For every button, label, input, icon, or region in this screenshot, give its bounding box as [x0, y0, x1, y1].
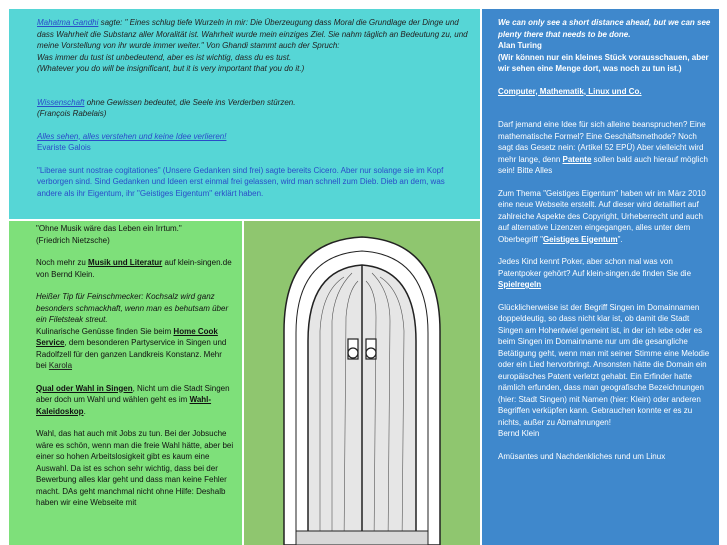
home-cook-service-link[interactable]: Home Cook Service — [36, 326, 218, 347]
gandhi-link[interactable]: Mahatma Gandhi — [37, 18, 99, 27]
thema-text: Zum Thema "Geistiges Eigentum" haben wir im März 2010 eine neue Webseite erstellt. Auf dieser wird detailliert auf zahlreiche Aspekte des Copyright, Urheberrecht und auch auf alternative Lizenzen eingegangen, alles unter dem Oberbegriff " — [498, 188, 706, 244]
galois-quote — [37, 131, 470, 154]
gandhi-line2: Was immer du tust ist unbedeutend, aber es ist wichtig, dass du es tust. — [37, 52, 292, 62]
quotes-panel-top — [9, 9, 480, 219]
linux-teaser: Amüsantes und Nachdenkliches rund um Linux — [498, 451, 666, 461]
galois-author: Evariste Galois — [37, 143, 91, 152]
wissenschaft-link[interactable]: Wissenschaft — [37, 97, 85, 107]
musik-literatur-link[interactable]: Musik und Literatur — [88, 258, 163, 267]
idee-paragraph — [498, 119, 711, 177]
idee-text-end: sollen bald auch hierauf möglich sein! Bitte Alles — [498, 154, 708, 175]
wahl-kaleidoskop-link[interactable]: Wahl-Kaleidoskop — [36, 395, 212, 416]
gandhi-line3: (Whatever you do will be insignificant, but it is very important that you do it.) — [37, 64, 305, 73]
rabelais-author: (François Rabelais) — [37, 109, 107, 118]
turing-author: Alan Turing — [498, 41, 542, 50]
singen-author: Bernd Klein — [498, 429, 540, 438]
gandhi-text: sagte: " Eines schlug tiefe Wurzeln in mir: Die Überzeugung dass Moral die Grundlage der Dinge und dass Wahrheit die Substanz aller Moralität ist. Wahrheit wurde mein einziges Ziel. Sie nahm täglich an Bedeutung zu, und meine Vorstellung von ihr wurde immer weiter." Von Ghandi stammt auch der Spruch: — [37, 18, 468, 50]
spielregeln-link[interactable]: Spielregeln — [498, 280, 542, 289]
homecook-text: Kulinarische Genüsse finden Sie beim — [36, 326, 174, 336]
qual-paragraph — [36, 383, 234, 418]
qual-oder-wahl-link[interactable]: Qual oder Wahl in Singen — [36, 383, 133, 393]
thema-end: ". — [617, 234, 623, 244]
arched-door-illustration — [244, 221, 480, 545]
poker-paragraph — [498, 256, 711, 291]
singen-paragraph: Glücklicherweise ist der Begriff Singen im Domainnamen doppeldeutig, so dass nicht klar ist, ob damit die Stadt Singen am Hohentwiel gemeint ist, in der ich lebe oder es beim Singen im Domainname nur um die gesangliche Betätigung geht, wenn man mit seiner Stimme eine Melodie oder ein Lied hervorbringt. Ansonsten hätte die Domain ein europäisches Patent verletzt gehabt. Ein Erfinder hatte nämlich erfunden, dass man geografische Bezeichnungen (hier: Stadt Singen) mit Namen (hier: Klein) oder anderen Begriffen verküpfen kann. Gebrauchen konnte er es zu nichts, außer zu Abmahnungen! — [498, 302, 710, 427]
geistiges-eigentum-link[interactable]: Geistiges Eigentum — [542, 234, 618, 244]
musik-post: auf klein-singen.de von Bernd Klein. — [36, 258, 232, 279]
nietzsche-author: (Friedrich Nietzsche) — [36, 235, 110, 245]
door-image-panel — [244, 221, 480, 545]
musik-paragraph — [36, 257, 234, 280]
qual-text: , Nicht um die Stadt Singen aber doch um Wahl und wählen geht es im — [36, 383, 230, 404]
patente-link[interactable]: Patente — [562, 154, 592, 164]
idee-text: Darf jemand eine Idee für sich alleine beanspruchen? Eine mathematische Formel? Eine Geschäftsmethode? Noch sagt das Gesetz nein: (Artikel 52 EPÜ) Aber vielleicht wird mehr lange, denn — [498, 120, 706, 164]
homecook-text2: , dem besonderen Partyservice in Singen und Radolfzell für den ganzen Landkreis Konstanz. Mehr bei — [36, 338, 227, 370]
wissenschaft-quote — [37, 97, 470, 120]
karola-link[interactable]: Karola — [48, 361, 73, 370]
nietzsche-quote: "Ohne Musik wäre das Leben ein Irrtum." — [36, 224, 182, 233]
homecook-paragraph — [36, 326, 234, 372]
poker-text: Jedes Kind kennt Poker, aber schon mal was von Patentpoker gehört? Auf klein-singen.de finden Sie die — [498, 257, 692, 278]
musik-pre: Noch mehr zu — [36, 258, 89, 267]
sidebar-right — [482, 9, 719, 545]
gandhi-quote — [37, 17, 470, 75]
qual-end: . — [83, 406, 86, 416]
turing-german: (Wir können nur ein kleines Stück vorausschauen, aber wir sehen eine Menge dort, was noch zu tun ist.) — [498, 52, 709, 73]
jobs-paragraph: Wahl, das hat auch mit Jobs zu tun. Bei der Jobsuche wäre es schön, wenn man die freie Wahl hätte, aber bei einer so hohen Arbeitslosigkeit gibt es kaum eine Auswahl. Da ist es schon sehr wichtig, dass bei der Bewerbung alles klar geht und dass man keine Fehler macht. DAs geht manchmal nicht ohne Hilfe: Deshalb haben wir eine Webseite mit — [36, 429, 234, 507]
computer-mathematik-link[interactable]: Computer, Mathematik, Linux und Co. — [498, 86, 642, 96]
feinschmecker-tip: Heißer Tip für Feinschmecker: Kochsalz wird ganz besonders schmackhaft, wenn man es behutsam über ein Filetsteak streut. — [36, 292, 229, 324]
turing-quote: We can only see a short distance ahead, but we can see plenty there that needs to be done. — [498, 18, 711, 39]
galois-link[interactable]: Alles sehen, alles verstehen und keine Idee verlieren! — [37, 131, 227, 141]
content-panel-left — [9, 221, 242, 545]
cicero-text: "Liberae sunt nostrae cogitationes" (Unsere Gedanken sind frei) sagte bereits Cicero. Aber nur solange sie im Kopf verborgen sind. Sind Gedanken und Ideen erst einmal frei gelassen, wird man schnell zum Dieb. Dieb an dem, was andere als ihr Eigentum, ihr "Geistiges Eigentum" erklärt haben. — [37, 165, 445, 198]
wissenschaft-text: ohne Gewissen bedeutet, die Seele ins Verderben stürzen. — [84, 97, 296, 107]
thema-paragraph — [498, 188, 711, 246]
